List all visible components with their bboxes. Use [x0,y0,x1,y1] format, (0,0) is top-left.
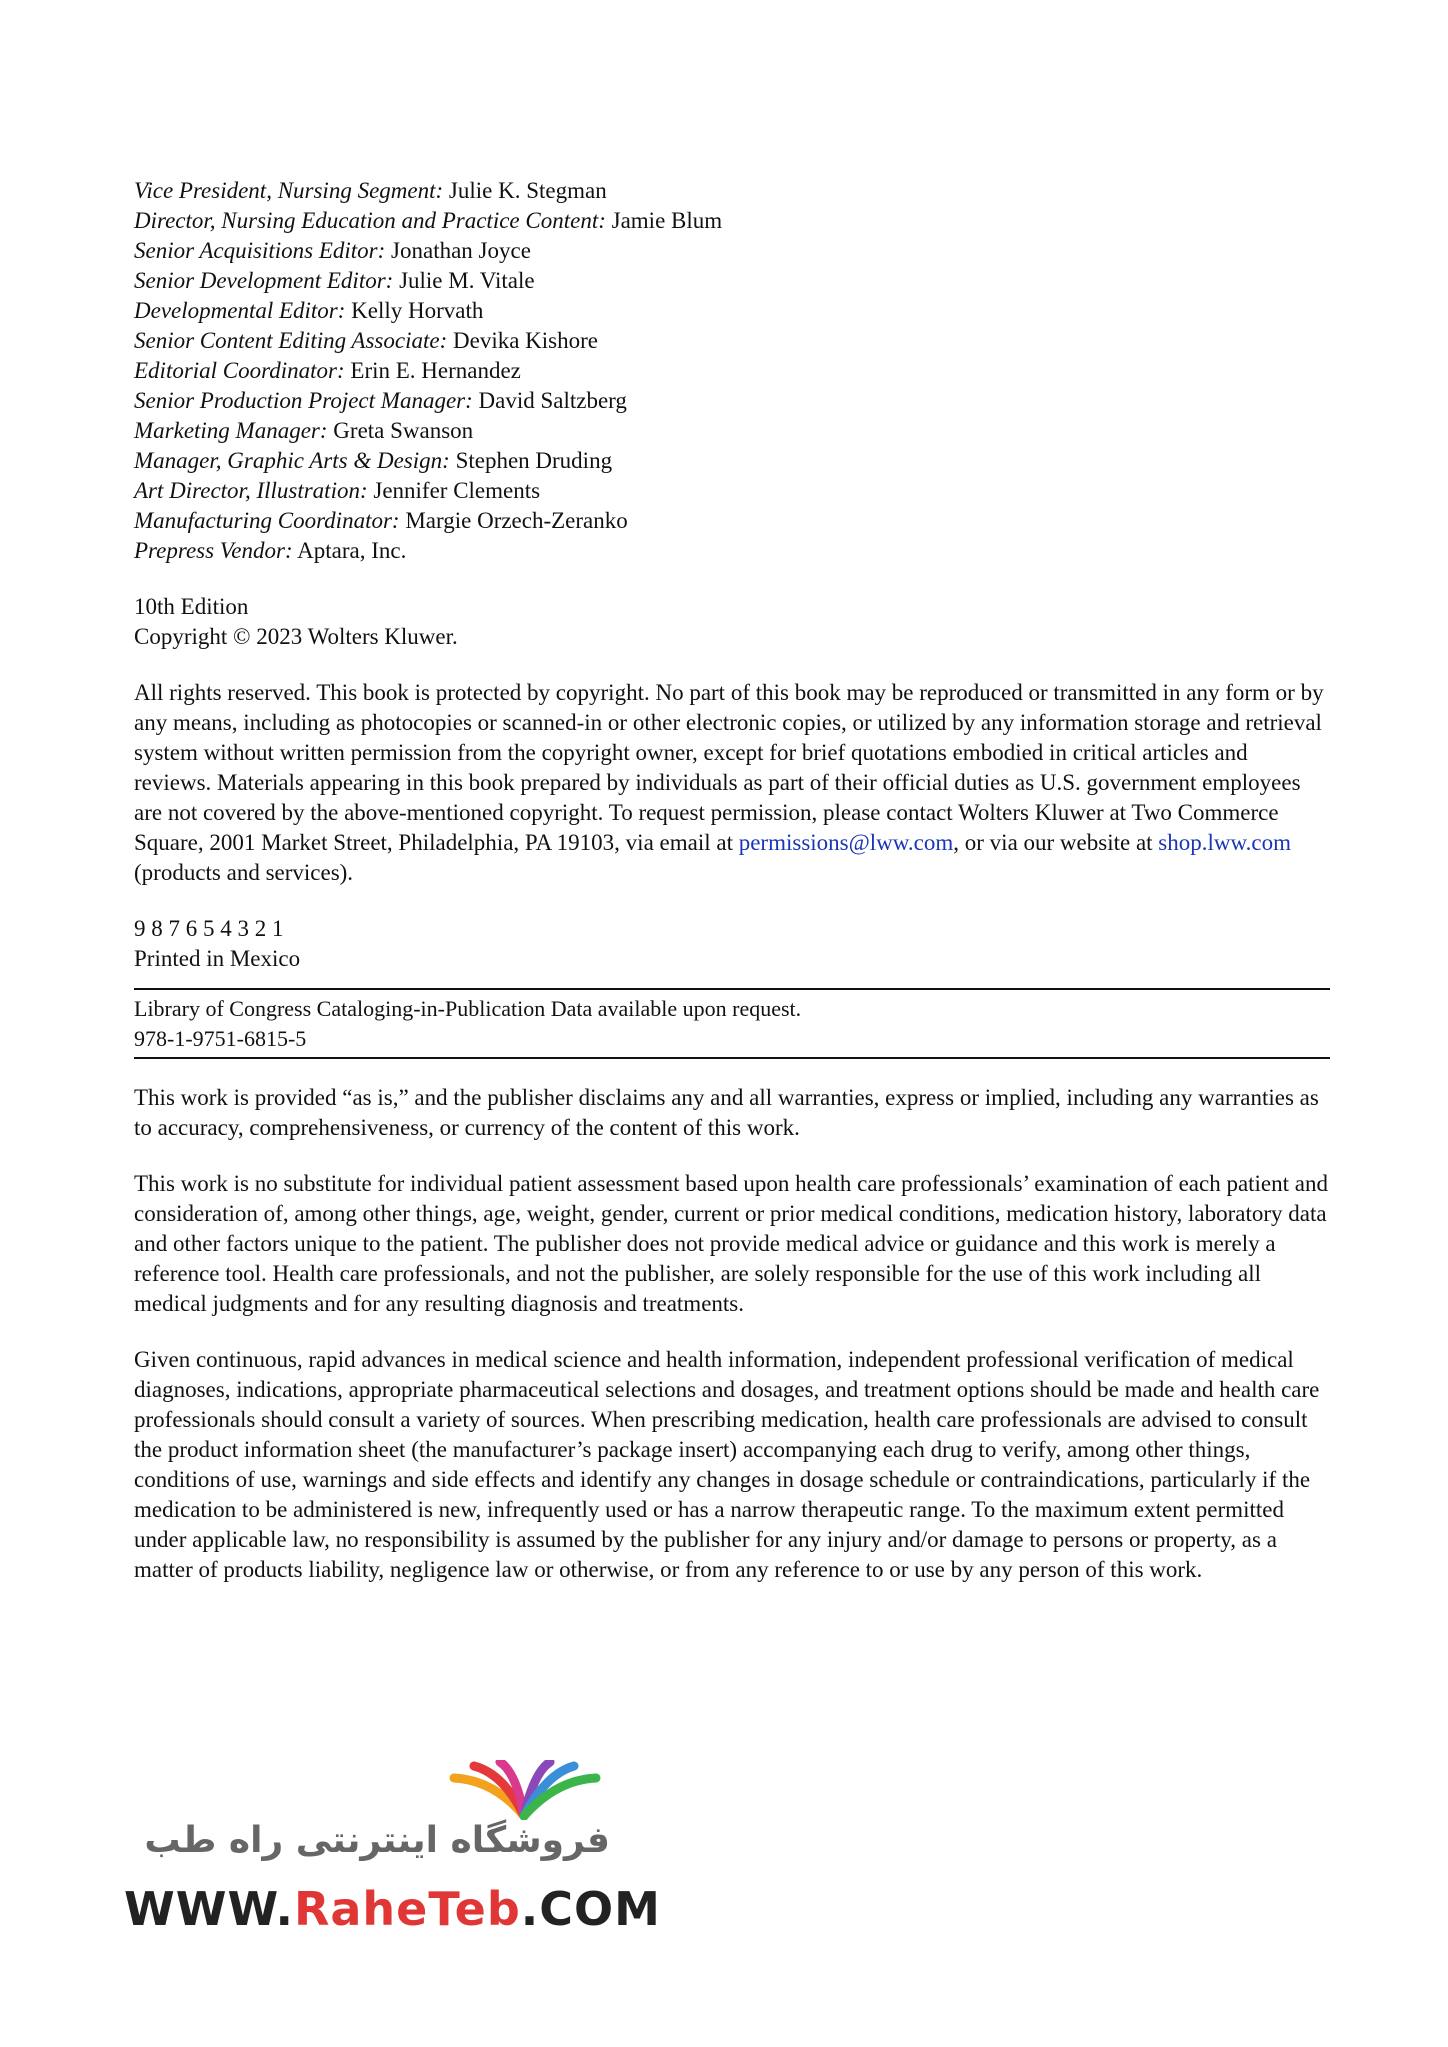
printing-number-line: 9 8 7 6 5 4 3 2 1 [134,916,284,941]
watermark-url [124,1882,661,1936]
edition-block [134,592,1330,652]
credit-line [134,206,1330,236]
credit-role: Director, Nursing Education and Practice Content: [134,208,606,233]
website-link[interactable]: shop.lww.com [1158,830,1291,855]
credit-name: Erin E. Hernandez [350,358,521,383]
copyright-line: Copyright © 2023 Wolters Kluwer. [134,624,458,649]
credit-line [134,296,1330,326]
open-book-icon [434,1760,614,1820]
rights-paragraph [134,678,1330,888]
credit-role: Senior Acquisitions Editor: [134,238,386,263]
credit-role: Editorial Coordinator: [134,358,345,383]
watermark-url-prefix: WWW. [124,1882,294,1936]
credit-role: Vice President, Nursing Segment: [134,178,444,203]
credit-line [134,506,1330,536]
credit-role: Marketing Manager: [134,418,328,443]
watermark-url-brand: RaheTeb [293,1882,521,1936]
credit-line [134,536,1330,566]
credit-role: Developmental Editor: [134,298,346,323]
copyright-page [134,176,1330,1585]
credit-line [134,326,1330,356]
credit-role: Manager, Graphic Arts & Design: [134,448,450,473]
credit-name: Julie M. Vitale [399,268,535,293]
watermark-url-suffix: .COM [520,1882,661,1936]
disclaimer-paragraph: This work is provided “as is,” and the publisher disclaims any and all warranties, express or implied, including any warranties as to accuracy, comprehensiveness, or currency of the content of this work. [134,1085,1319,1140]
credit-line [134,446,1330,476]
credit-line [134,236,1330,266]
credit-name: David Saltzberg [478,388,627,413]
credit-name: Greta Swanson [333,418,474,443]
credit-role: Prepress Vendor: [134,538,293,563]
credit-role: Senior Content Editing Associate: [134,328,448,353]
credit-name: Jamie Blum [611,208,723,233]
credit-role: Art Director, Illustration: [134,478,368,503]
watermark-persian-text: فروشگاه اینترنتی راه طب [144,1820,610,1861]
credit-line [134,476,1330,506]
printed-in-label: Printed in Mexico [134,946,301,971]
credit-line [134,416,1330,446]
rights-text: All rights reserved. This book is protected by copyright. No part of this book may be reproduced or transmitted in any form or by any means, including as photocopies or scanned-in or other electronic copies, or utilized by any information storage and retrieval system without written permission from the copyright owner, except for brief quotations embodied in critical articles and reviews. Materials appearing in this book prepared by individuals as part of their official duties as U.S. government employees are not covered by the above-mentioned copyright. To request permission, please contact Wolters Kluwer at Two Commerce Square, 2001 Market Street, Philadelphia, PA 19103, via email at [134,680,1324,855]
credit-line [134,176,1330,206]
credit-name: Julie K. Stegman [448,178,607,203]
edition-label: 10th Edition [134,594,249,619]
credit-line [134,266,1330,296]
disclaimer-paragraph: Given continuous, rapid advances in medical science and health information, independent professional verification of medical diagnoses, indications, appropriate pharmaceutical selections and dosages, and treatment options should be made and health care professionals should consult a variety of sources. When prescribing medication, health care professionals are advised to consult the product information sheet (the manufacturer’s package insert) accompanying each drug to verify, among other things, conditions of use, warnings and side effects and identify any changes in dosage schedule or contraindications, particularly if the medication to be administered is new, infrequently used or has a narrow therapeutic range. To the maximum extent permitted under applicable law, no responsibility is assumed by the publisher for any injury and/or damage to persons or property, as a matter of products liability, negligence law or otherwise, or from any reference to or use by any person of this work. [134,1347,1320,1582]
credit-name: Stephen Druding [455,448,613,473]
credit-line [134,386,1330,416]
rights-text-after: (products and services). [134,860,354,885]
credit-role: Senior Production Project Manager: [134,388,473,413]
cip-block [134,988,1330,1059]
printing-block [134,914,1330,974]
rights-text-between: , or via our website at [953,830,1159,855]
disclaimer-paragraph: This work is no substitute for individual patient assessment based upon health care professionals’ examination of each patient and consideration of, among other things, age, weight, gender, current or prior medical conditions, medication history, laboratory data and other factors unique to the patient. The publisher does not provide medical advice or guidance and this work is merely a reference tool. Health care professionals, and not the publisher, are solely responsible for the use of this work including all medical judgments and for any resulting diagnosis and treatments. [134,1171,1328,1316]
credit-role: Manufacturing Coordinator: [134,508,400,533]
raheteb-watermark-logo [124,1760,661,1960]
credit-name: Devika Kishore [453,328,598,353]
cip-line: Library of Congress Cataloging-in-Publication Data available upon request. [134,996,802,1021]
credit-role: Senior Development Editor: [134,268,394,293]
credit-name: Jennifer Clements [373,478,541,503]
isbn: 978-1-9751-6815-5 [134,1026,307,1051]
credit-line [134,356,1330,386]
credit-name: Margie Orzech-Zeranko [405,508,628,533]
permissions-email-link[interactable]: permissions@lww.com [738,830,954,855]
credit-name: Aptara, Inc. [297,538,407,563]
credits-list [134,176,1330,566]
credit-name: Kelly Horvath [351,298,484,323]
credit-name: Jonathan Joyce [391,238,531,263]
